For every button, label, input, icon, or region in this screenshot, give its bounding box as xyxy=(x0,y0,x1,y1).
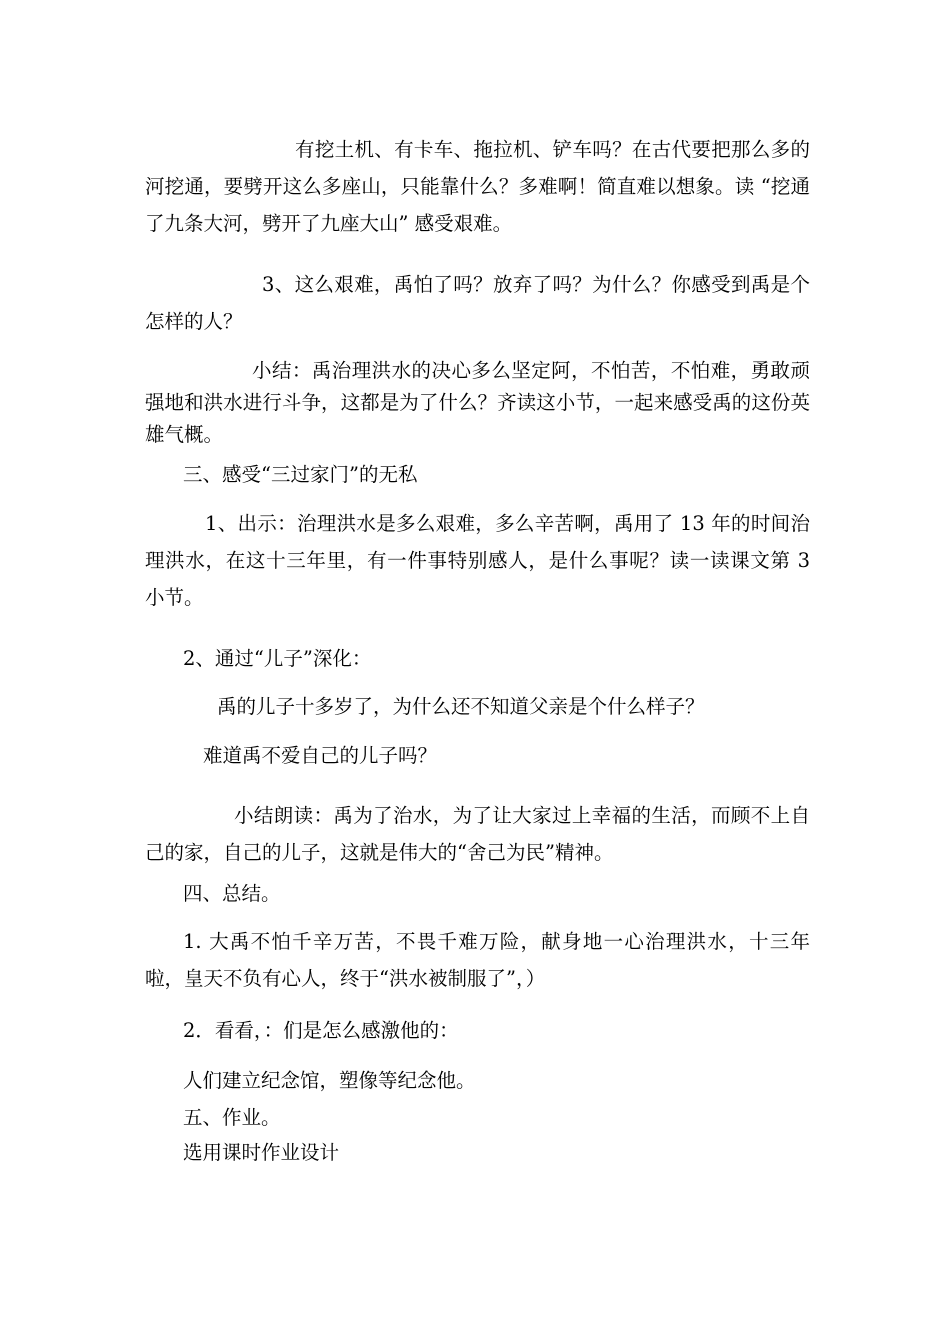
paragraph-son-heading: 2、通过“儿子”深化： xyxy=(183,647,372,670)
paragraph-question-3: 3、这么艰难，禹怕了吗？放弃了吗？为什么？你感受到禹是个怎样的人？ xyxy=(145,273,810,333)
paragraph-conclusion-2: 2．看看，：们是怎么感激他的： xyxy=(183,1019,459,1042)
paragraph-son-question-2: 难道禹不爱自己的儿子吗？ xyxy=(203,744,438,767)
section-heading-3: 三、感受“三过家门”的无私 xyxy=(183,463,418,486)
section-heading-5: 五、作业。 xyxy=(183,1106,281,1129)
paragraph-homework: 选用课时作业设计 xyxy=(183,1141,340,1164)
paragraph-summary-1: 小结：禹治理洪水的决心多么坚定阿，不怕苦，不怕难，勇敢顽强地和洪水进行斗争，这都是为了什么？齐读这小节，一起来感受禹的这份英雄气概。 xyxy=(145,359,810,446)
paragraph-son-question-1: 禹的儿子十多岁了，为什么还不知道父亲是个什么样子？ xyxy=(217,695,705,718)
paragraph-conclusion-1: 1. 大禹不怕千辛万苦，不畏千难万险，献身地一心治理洪水，十三年啦，皇天不负有心人，终于“洪水被制服了”，） xyxy=(145,930,810,990)
paragraph-summary-reading: 小结朗读：禹为了治水，为了让大家过上幸福的生活，而顾不上自己的家，自己的儿子，这就是伟大的“舍己为民”精神。 xyxy=(145,804,810,864)
paragraph-show: 1、出示：治理洪水是多么艰难，多么辛苦啊，禹用了 13 年的时间治理洪水，在这十三年里，有一件事特别感人，是什么事呢？读一读课文第 3 小节。 xyxy=(145,512,810,609)
section-heading-4: 四、总结。 xyxy=(183,882,281,905)
paragraph-memorial: 人们建立纪念馆，塑像等纪念他。 xyxy=(183,1069,476,1092)
paragraph-excavation: 有挖土机、有卡车、拖拉机、铲车吗？在古代要把那么多的河挖通，要劈开这么多座山，只能靠什么？多难啊！简直难以想象。读 “挖通了九条大河，劈开了九座大山” 感受艰难。 xyxy=(145,138,810,235)
